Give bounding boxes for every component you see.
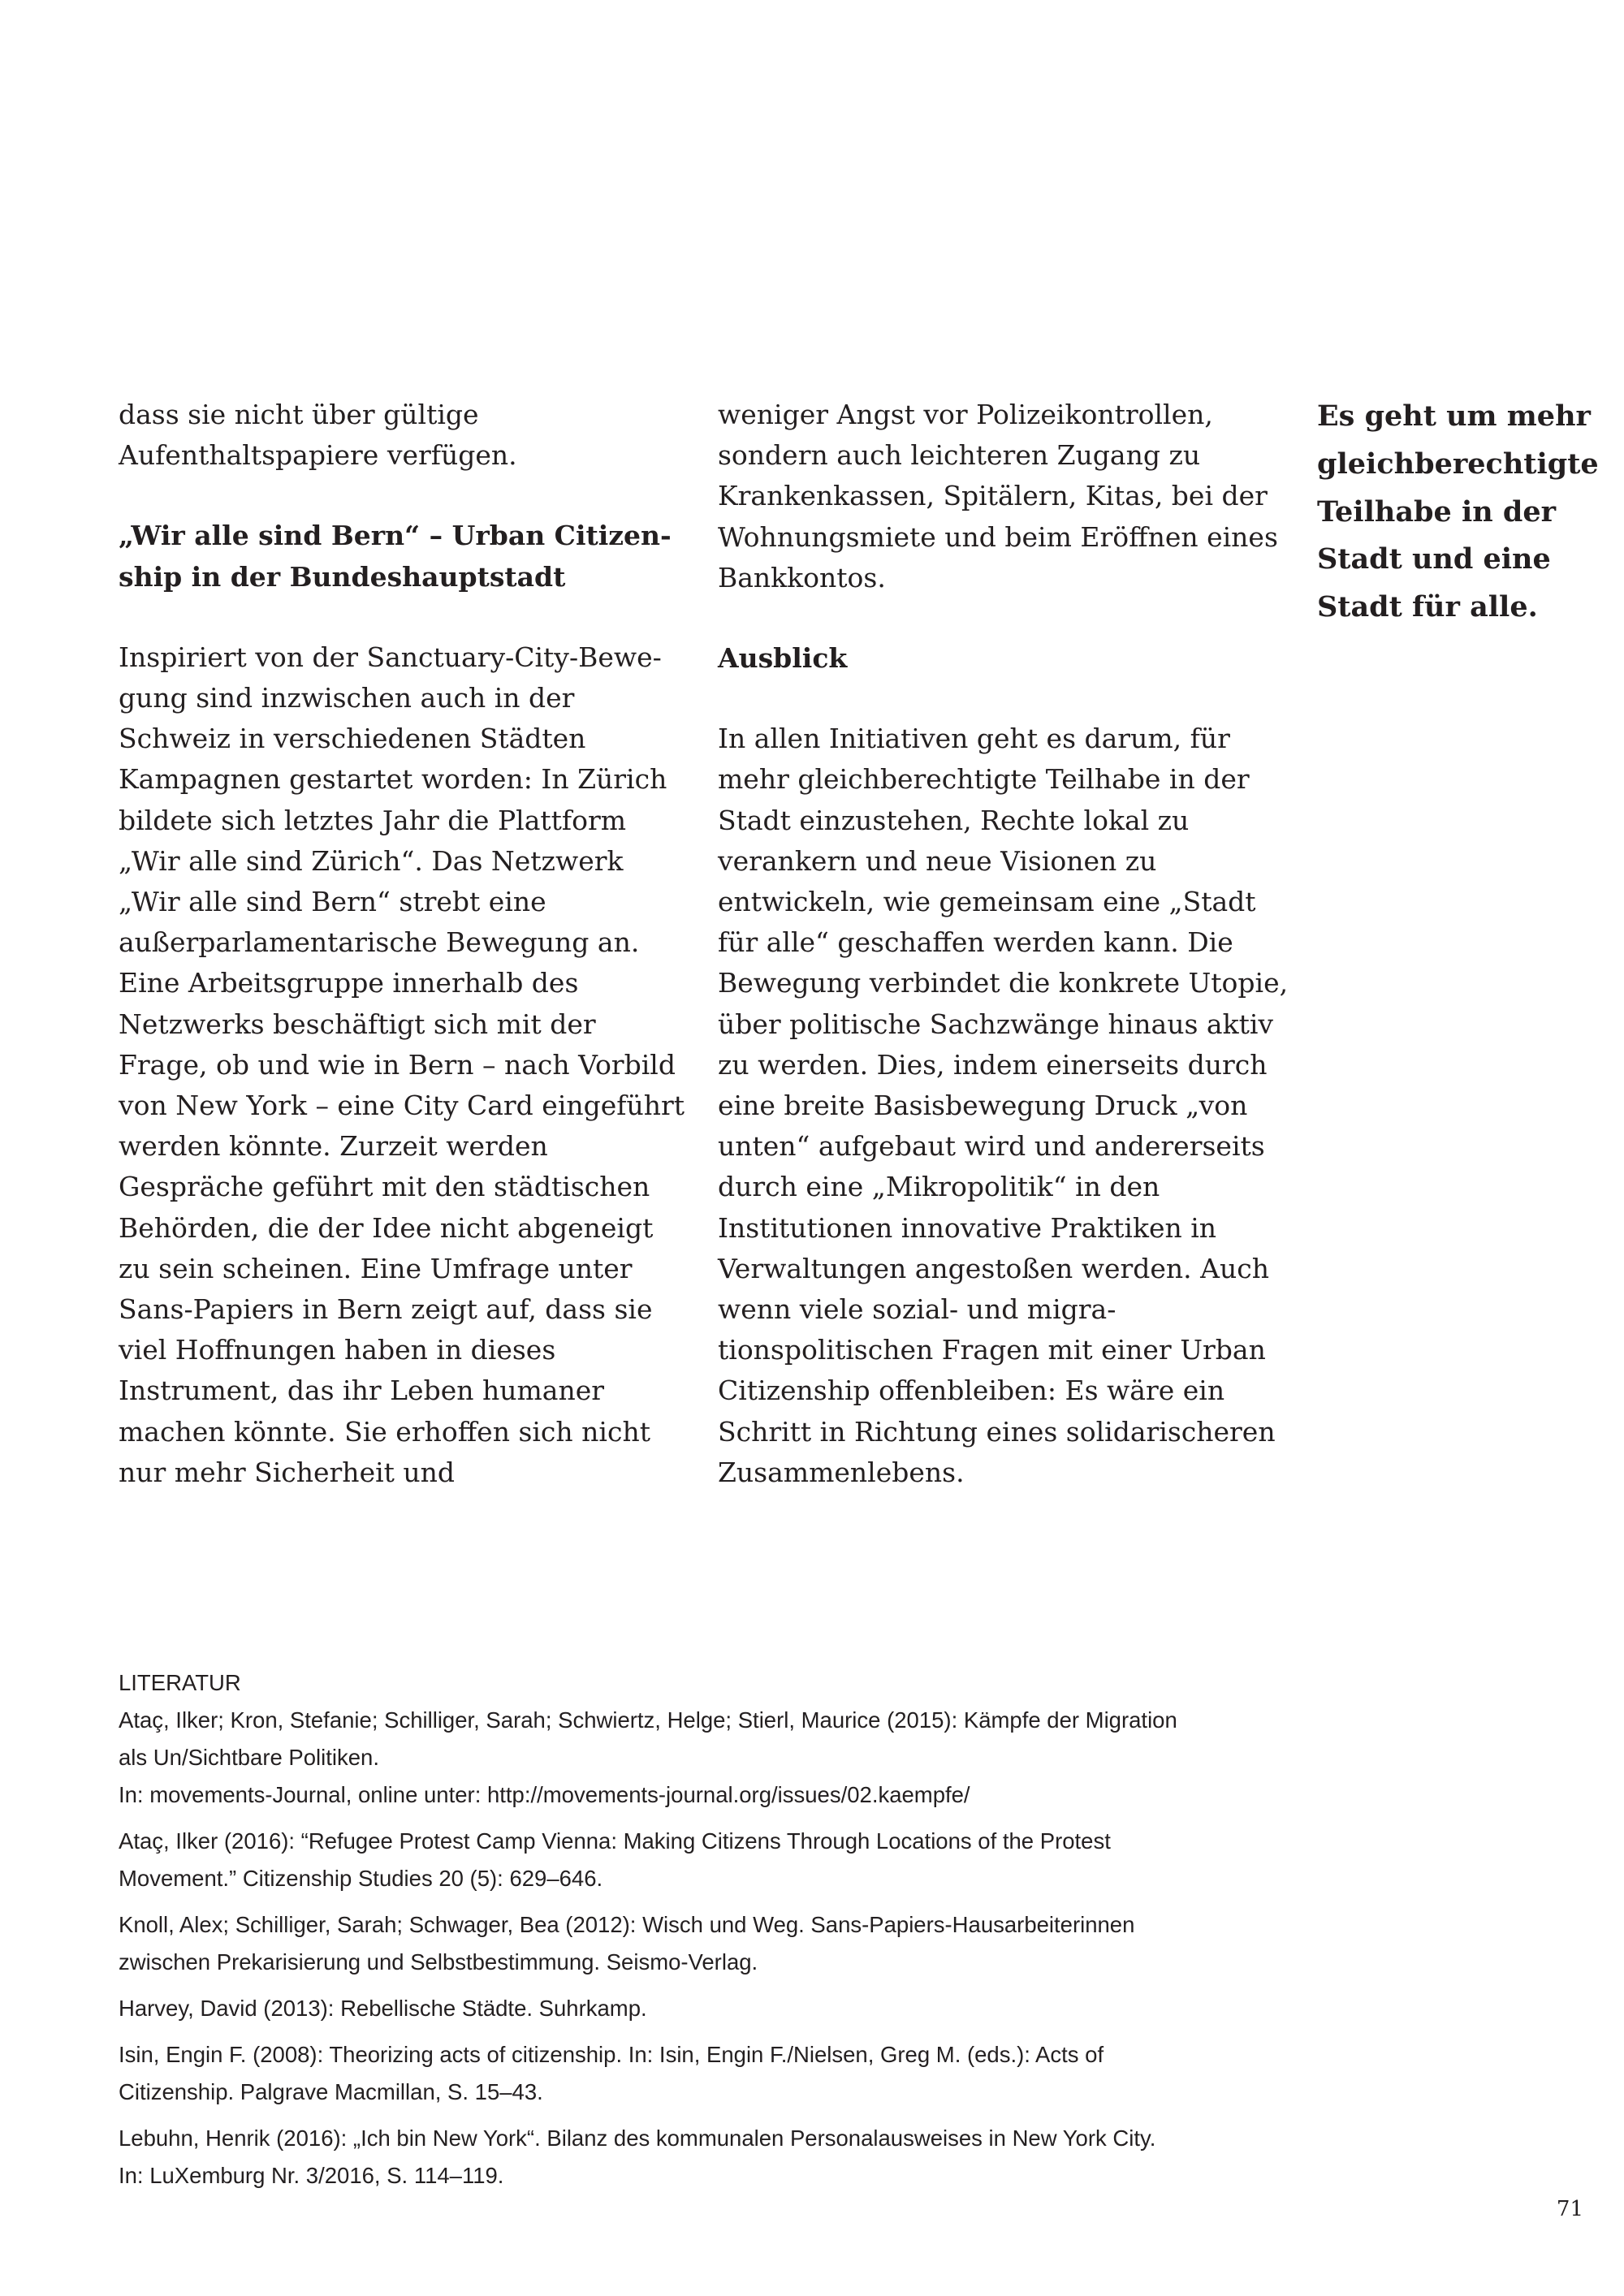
section-heading-urban-citizenship: „Wir alle sind Bern“ – Urban Citizenship in der Bundeshauptstadt (119, 520, 672, 593)
reference-line: Ataç, Ilker (2016): “Refugee Protest Camp Vienna: Making Citizens Through Locations of the Protest (119, 1828, 1111, 1854)
reference-line: Movement.” Citizenship Studies 20 (5): 629–646. (119, 1866, 603, 1891)
reference-entry (119, 1702, 1353, 1814)
reference-line: Ataç, Ilker; Kron, Stefanie; Schilliger, Sarah; Schwiertz, Helge; Stierl, Maurice (2015): Kämpfe der Migration (119, 1707, 1177, 1733)
reference-entry (119, 2036, 1353, 2111)
reference-line: zwischen Prekarisierung und Selbstbestimmung. Seismo-Verlag. (119, 1949, 758, 1974)
article-column-middle (718, 395, 1290, 1493)
reference-line: Isin, Engin F. (2008): Theorizing acts of citizenship. In: Isin, Engin F./Nielsen, Greg M. (eds.): Acts of (119, 2042, 1104, 2067)
literature-title: LITERATUR (119, 1670, 241, 1695)
body-paragraph: Inspiriert von der Sanctuary-City-Bewegung sind inzwischen auch in der Schweiz in verschiedenen Städten Kampagnen gestartet worden: In Zürich bildete sich letztes Jahr die Plattform „Wir alle sind Zürich“. Das Netzwerk „Wir alle sind Bern“ strebt eine außerparlamentarische Bewegung an. Eine Arbeitsgruppe innerhalb des Netzwerks beschäftigt sich mit der Frage, ob und wie in Bern – nach Vorbild von New York – eine City Card eingeführt werden könnte. Zurzeit werden Gespräche geführt mit den städtischen Behörden, die der Idee nicht abgeneigt zu sein scheinen. Eine Umfrage unter Sans-Papiers in Bern zeigt auf, dass sie viel Hoffnungen haben in dieses Instrument, das ihr Leben humaner machen könnte. Sie erhoffen sich nicht nur mehr Sicherheit und (119, 641, 685, 1488)
pull-quote: Es geht um mehr gleichberechtigte Teilhabe in der Stadt und eine Stadt für alle. (1317, 399, 1599, 624)
reference-line: Harvey, David (2013): Rebellische Städte. Suhrkamp. (119, 1996, 647, 2021)
reference-list (119, 1702, 1353, 2195)
reference-line: In: movements-Journal, online unter: http://movements-journal.org/issues/02.kaempfe/ (119, 1782, 970, 1807)
body-paragraph: In allen Initiativen geht es darum, für mehr gleichberechtigte Teilhabe in der Stadt einzustehen, Rechte lokal zu verankern und neue Visionen zu entwickeln, wie gemeinsam eine „Stadt für alle“ geschaffen werden kann. Die Bewegung verbindet die konkrete Utopie, über politische Sachzwänge hinaus aktiv zu werden. Dies, indem einerseits durch eine breite Basisbewegung Druck „von unten“ aufgebaut wird und andererseits durch eine „Mikropolitik“ in den Institutionen innovative Praktiken in Verwaltungen angestoßen werden. Auch wenn viele sozial- und migrationspolitischen Fragen mit einer Urban Citizenship offenbleiben: Es wäre ein Schritt in Richtung eines solidarischeren Zusammenlebens. (718, 723, 1289, 1488)
reference-entry (119, 2120, 1353, 2195)
reference-line: Knoll, Alex; Schilliger, Sarah; Schwager, Bea (2012): Wisch und Weg. Sans-Papiers-Hausarbeiterinnen (119, 1912, 1135, 1937)
reference-line: als Un/Sichtbare Politiken. (119, 1745, 379, 1770)
reference-line: In: LuXemburg Nr. 3/2016, S. 114–119. (119, 2163, 504, 2188)
page-number: 71 (1556, 2197, 1583, 2221)
continuation-paragraph: weniger Angst vor Polizeikontrollen, sondern auch leichteren Zugang zu Krankenkassen, Spitälern, Kitas, bei der Wohnungsmiete und beim Eröffnen eines Bankkontos. (718, 399, 1278, 593)
article-column-left (119, 395, 691, 1493)
continuation-paragraph: dass sie nicht über gültige Aufenthaltspapiere verfügen. (119, 399, 517, 472)
reference-entry (119, 1823, 1353, 1897)
reference-entry (119, 1906, 1353, 1981)
reference-line: Citizenship. Palgrave Macmillan, S. 15–43. (119, 2079, 543, 2104)
reference-entry (119, 1990, 1353, 2027)
section-heading-ausblick: Ausblick (718, 642, 848, 675)
reference-line: Lebuhn, Henrik (2016): „Ich bin New York“. Bilanz des kommunalen Personalausweises in New York City. (119, 2126, 1156, 2151)
literature-section (119, 1664, 1353, 2203)
